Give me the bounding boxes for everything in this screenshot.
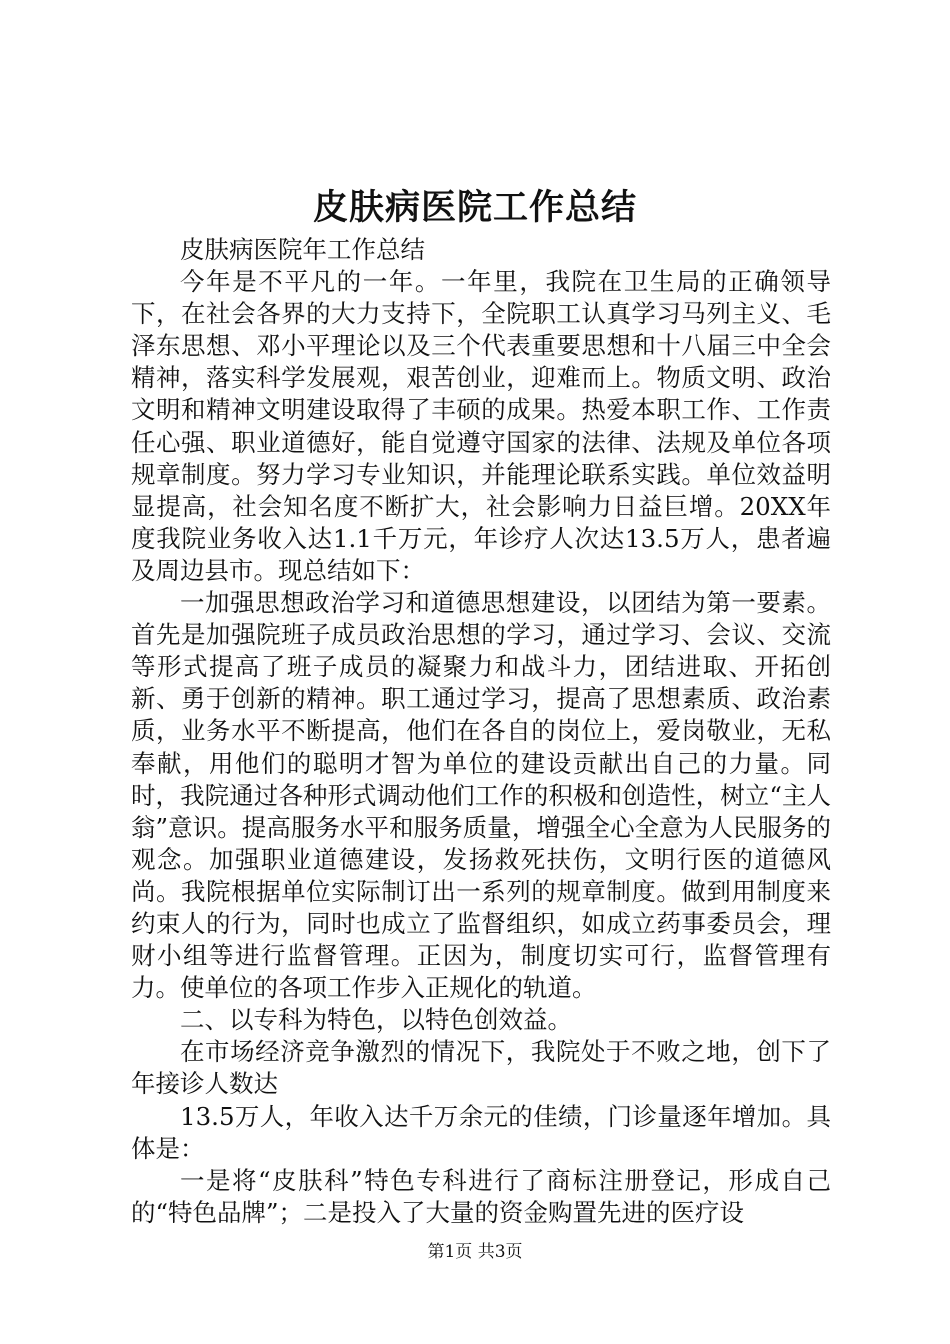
document-body — [131, 234, 831, 1229]
paragraph-visits: 13.5万人，年收入达千万余元的佳绩，门诊量逐年增加。具体是： — [131, 1101, 831, 1163]
document-title: 皮肤病医院工作总结 — [312, 187, 637, 228]
paragraph-intro: 今年是不平凡的一年。一年里，我院在卫生局的正确领导下，在社会各界的大力支持下，全院职工认真学习马列主义、毛泽东思想、邓小平理论以及三个代表重要思想和十八届三中全会精神，落实科学发展观，艰苦创业，迎难而上。物质文明、政治文明和精神文明建设取得了丰硕的成果。热爱本职工作、工作责任心强、职业道德好，能自觉遵守国家的法律、法规及单位各项规章制度。努力学习专业知识，并能理论联系实践。单位效益明显提高，社会知名度不断扩大，社会影响力日益巨增。20XX年度我院业务收入达1.1千万元，年诊疗人次达13.5万人，患者遍及周边县市。现总结如下： — [131, 267, 831, 585]
paragraph-section-two-heading: 二、以专科为特色，以特色创效益。 — [180, 1005, 572, 1035]
paragraph-section-one: 一加强思想政治学习和道德思想建设，以团结为第一要素。首先是加强院班子成员政治思想的学习，通过学习、会议、交流等形式提高了班子成员的凝聚力和战斗力，团结进取、开拓创新、勇于创新的精神。职工通过学习，提高了思想素质、政治素质，业务水平不断提高，他们在各自的岗位上，爱岗敬业，无私奉献，用他们的聪明才智为单位的建设贡献出自己的力量。同时，我院通过各种形式调动他们工作的积极和创造性，树立“主人翁”意识。提高服务水平和服务质量，增强全心全意为人民服务的观念。加强职业道德建设，发扬救死扶伤，文明行医的道德风尚。我院根据单位实际制订出一系列的规章制度。做到用制度来约束人的行为，同时也成立了监督组织，如成立药事委员会，理财小组等进行监督管理。正因为，制度切实可行，监督管理有力。使单位的各项工作步入正规化的轨道。 — [131, 588, 831, 1003]
paragraph-brand: 一是将“皮肤科”特色专科进行了商标注册登记，形成自己的“特色品牌”；二是投入了大量的资金购置先进的医疗设 — [131, 1165, 831, 1227]
page-number-footer: 第1页 共3页 — [427, 1242, 523, 1262]
paragraph-subtitle: 皮肤病医院年工作总结 — [180, 235, 425, 264]
paragraph-market: 在市场经济竞争激烈的情况下，我院处于不败之地，创下了年接诊人数达 — [131, 1037, 831, 1099]
